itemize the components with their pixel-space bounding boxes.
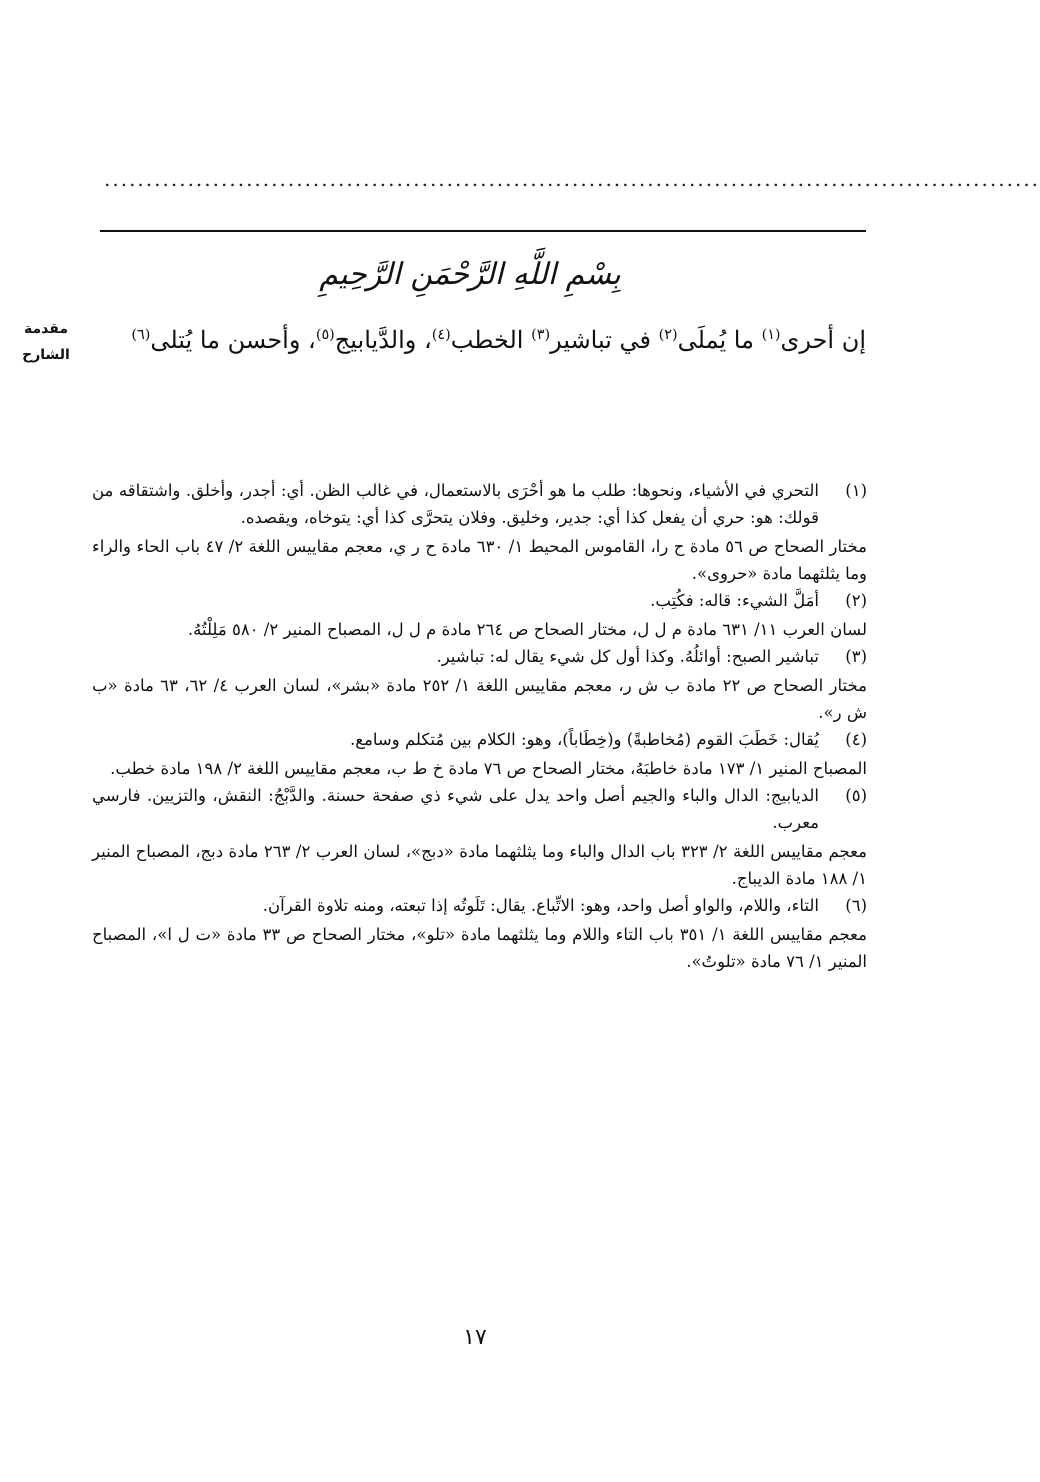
footnote-text: الديابيج: الدال والباء والجيم أصل واحد يدل على شيء ذي صفحة حسنة. والدَّبْجُ: النقش، والتزيين. فارسي معرب. xyxy=(92,786,819,832)
footnote-marker: (١) xyxy=(761,327,781,343)
main-text-part: ، والدَّيابيج xyxy=(334,326,432,354)
footnote-marker: (٤) xyxy=(431,327,451,343)
main-text-part: الخطب xyxy=(450,326,532,354)
footnote-number: (٥) xyxy=(845,786,867,805)
footnote-marker: (٣) xyxy=(531,327,551,343)
margin-note xyxy=(0,316,92,368)
footnote-6 xyxy=(92,892,867,975)
main-text-part: ، وأحسن ما يُتلى xyxy=(150,326,316,354)
footnote-source: لسان العرب ١١/ ٦٣١ مادة م ل ل، مختار الصحاح ص ٢٦٤ مادة م ل ل، المصباح المنير ٢/ ٥٨٠ مَلِلْتُهُ. xyxy=(187,620,867,639)
page-number: ١٧ xyxy=(463,1325,487,1350)
footnotes-section xyxy=(92,477,867,975)
main-text-part: إن أحرى xyxy=(780,326,866,354)
footnote-text: أمَلَّ الشيء: قاله: فكُتِب. xyxy=(650,591,819,610)
footnote-text: التحري في الأشياء، ونحوها: طلب ما هو أحْرَى بالاستعمال، في غالب الظن. أي: أجدر، وأخلق. واشتقاقه من قولك: هو: حري أن يفعل كذا أي: جدير، وخليق. وفلان يتحرَّى كذا أي: يتوخاه، ويقصده. xyxy=(92,481,819,527)
margin-note-line-2: الشارح xyxy=(22,347,70,363)
main-text-part: ما يُملَى xyxy=(677,326,762,354)
footnote-number: (١) xyxy=(845,481,867,500)
footnote-marker: (٥) xyxy=(315,327,335,343)
footnote-1 xyxy=(92,477,867,587)
footnote-2 xyxy=(92,587,867,643)
main-text-part: في تباشير xyxy=(550,326,659,354)
margin-note-line-1: مقدمة xyxy=(24,321,68,337)
footnote-number: (٢) xyxy=(845,591,867,610)
footnote-text: التاء، واللام، والواو أصل واحد، وهو: الاتِّباع. يقال: تَلَوتُه إذا تبعته، ومنه تلاوة القرآن. xyxy=(262,896,819,915)
footnote-source: معجم مقاييس اللغة ١/ ٣٥١ باب التاء واللام وما يثلثهما مادة «تلو»، مختار الصحاح ص ٣٣ مادة «ت ل ا»، المصباح المنير ١/ ٧٦ مادة «تلوتُ». xyxy=(92,925,867,971)
footnote-source: مختار الصحاح ص ٢٢ مادة ب ش ر، معجم مقاييس اللغة ١/ ٢٥٢ مادة «بشر»، لسان العرب ٤/ ٦٢، ٦٣ مادة «ب ش ر». xyxy=(92,676,867,722)
footnote-number: (٦) xyxy=(845,896,867,915)
footnote-text: يُقال: خَطَبَ القوم (مُخاطبةً) و(خِطَاباً)، وهو: الكلام بين مُتكلم وسامع. xyxy=(350,730,819,749)
footnote-marker: (٢) xyxy=(658,327,678,343)
basmala-heading: بِسْمِ اللَّهِ الرَّحْمَنِ الرَّحِيمِ xyxy=(319,257,621,292)
footnote-4 xyxy=(92,726,867,782)
footnote-source: مختار الصحاح ص ٥٦ مادة ح را، القاموس المحيط ١/ ٦٣٠ مادة ح ر ي، معجم مقاييس اللغة ٢/ ٤٧ باب الحاء والراء وما يثلثهما مادة «حروى». xyxy=(92,537,867,583)
footnote-text: تباشير الصبح: أوائلُهُ. وكذا أول كل شيء يقال له: تباشير. xyxy=(436,647,819,666)
footnote-5 xyxy=(92,782,867,892)
dotted-separator: ................................................................................................................ xyxy=(104,167,1040,191)
horizontal-rule xyxy=(100,230,866,232)
footnote-marker: (٦) xyxy=(131,327,151,343)
footnote-source: المصباح المنير ١/ ١٧٣ مادة خاطبَهُ، مختار الصحاح ص ٧٦ مادة خ ط ب، معجم مقاييس اللغة ٢/ ١٩٨ مادة خطب. xyxy=(110,759,867,778)
footnote-3 xyxy=(92,643,867,726)
footnote-number: (٣) xyxy=(845,647,867,666)
footnote-source: معجم مقاييس اللغة ٢/ ٣٢٣ باب الدال والباء وما يثلثهما مادة «دبج»، لسان العرب ٢/ ٢٦٣ مادة دبج، المصباح المنير ١/ ١٨٨ مادة الديباج. xyxy=(92,842,867,888)
main-paragraph xyxy=(96,312,866,368)
footnote-number: (٤) xyxy=(845,730,867,749)
